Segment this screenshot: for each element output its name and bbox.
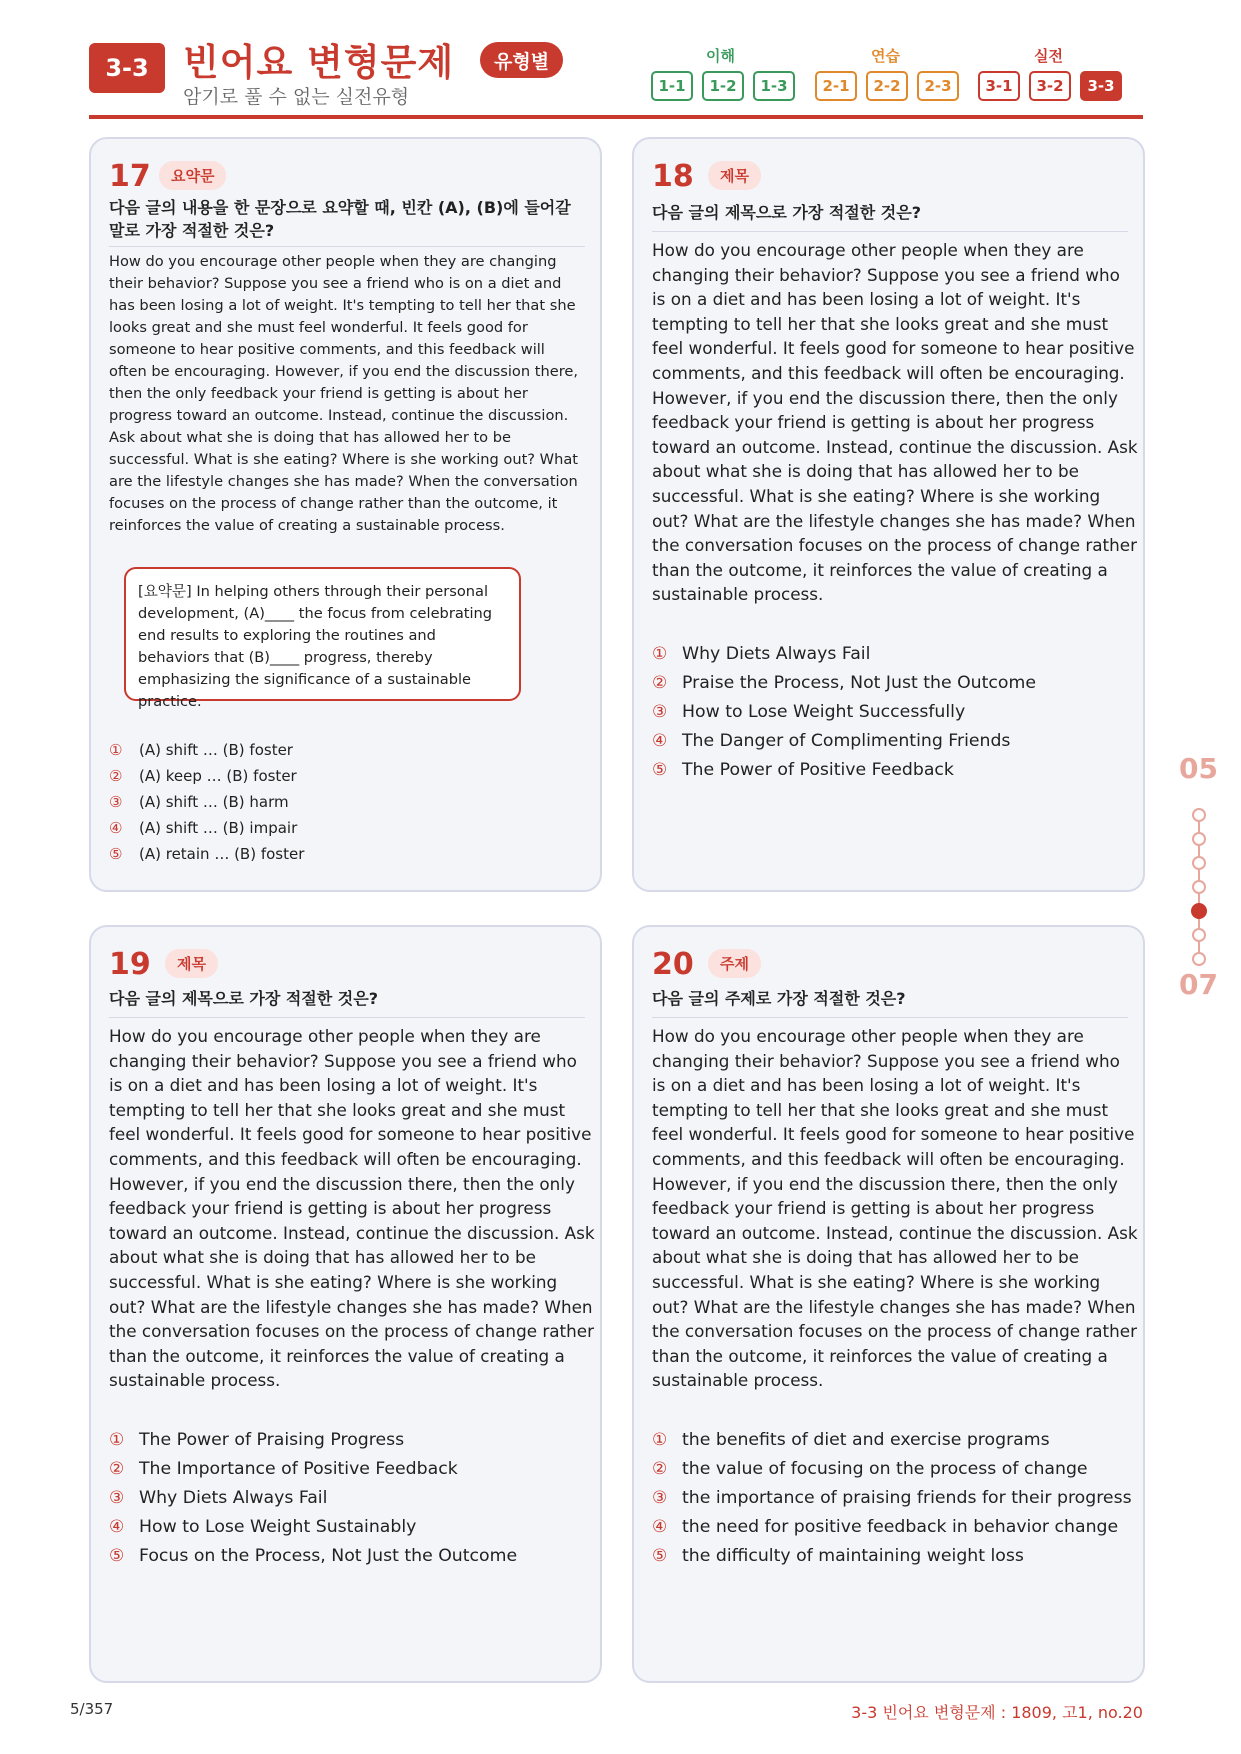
choice-option[interactable]: ② Praise the Process, Not Just the Outcome	[652, 673, 1036, 693]
choice-number-icon: ③	[109, 1488, 125, 1508]
page-counter: 5/357	[70, 1700, 114, 1718]
choice-number-icon: ⑤	[109, 1546, 125, 1566]
question-type-tag: 요약문	[159, 161, 226, 190]
side-nav-dot[interactable]	[1192, 808, 1206, 822]
section-badge: 3-3	[89, 43, 165, 93]
group-label-practice: 연습	[871, 47, 900, 65]
choice-number-icon: ④	[109, 1517, 125, 1537]
side-nav-start: 05	[1179, 752, 1218, 785]
source-citation: 3-3 빈어요 변형문제 : 1809, 고1, no.20	[851, 1703, 1143, 1722]
choice-option[interactable]: ③ How to Lose Weight Successfully	[652, 702, 966, 722]
prompt-divider	[652, 1017, 1128, 1018]
choice-list	[652, 1428, 1132, 1573]
choice-option[interactable]: ③ Why Diets Always Fail	[109, 1488, 328, 1508]
choice-number-icon: ②	[109, 767, 123, 785]
question-number: 19	[109, 947, 151, 982]
side-nav-dot[interactable]	[1192, 952, 1206, 966]
side-nav-dot-active[interactable]	[1191, 903, 1207, 919]
choice-list	[652, 642, 1132, 787]
choice-option[interactable]: ② the value of focusing on the process of change	[652, 1459, 1088, 1479]
step-button[interactable]: 1-1	[651, 71, 693, 101]
question-prompt: 다음 글의 주제로 가장 적절한 것은?	[652, 989, 906, 1008]
choice-option[interactable]: ⑤ Focus on the Process, Not Just the Outcome	[109, 1546, 518, 1566]
passage-text: How do you encourage other people when they are changing their behavior? Suppose you see a friend who is on a diet and has been losing a lot of weight. It's tempting to tell her that she looks great and she must feel wonderful. It feels good for someone to hear positive comments, and this feedback will often be encouraging. However, if you end the discussion there, then the only feedback your friend is getting is about her progress toward an outcome. Instead, continue the discussion. Ask about what she is doing that has allowed her to be successful. What is she eating? Where is she working out? What are the lifestyle changes she has made? When the conversation focuses on the process of change rather than the outcome, it reinforces the value of creating a sustainable process.	[109, 1026, 595, 1391]
choice-number-icon: ⑤	[109, 845, 123, 863]
page-title: 빈어요 변형문제	[183, 41, 455, 84]
step-button[interactable]: 2-1	[815, 71, 857, 101]
choice-option[interactable]: ② (A) keep … (B) foster	[109, 763, 579, 789]
choice-option[interactable]: ① Why Diets Always Fail	[652, 644, 871, 664]
group-label-real: 실전	[1034, 47, 1063, 65]
side-nav-dot[interactable]	[1192, 832, 1206, 846]
step-button[interactable]: 3-2	[1029, 71, 1071, 101]
group-label-understand: 이해	[706, 47, 735, 65]
step-button-active[interactable]: 3-3	[1080, 71, 1122, 101]
step-button[interactable]: 1-2	[702, 71, 744, 101]
choice-number-icon: ⑤	[652, 1546, 668, 1566]
choice-option[interactable]: ① the benefits of diet and exercise programs	[652, 1430, 1050, 1450]
choice-option[interactable]: ① (A) shift … (B) foster	[109, 737, 579, 763]
type-pill: 유형별	[480, 42, 563, 78]
choice-option[interactable]: ① The Power of Praising Progress	[109, 1430, 405, 1450]
choice-option[interactable]: ⑤ The Power of Positive Feedback	[652, 760, 954, 780]
step-button[interactable]: 2-3	[917, 71, 959, 101]
side-nav-dot[interactable]	[1192, 880, 1206, 894]
question-number: 20	[652, 947, 694, 982]
choice-number-icon: ②	[652, 673, 668, 693]
choice-option[interactable]: ② The Importance of Positive Feedback	[109, 1459, 458, 1479]
passage-text: How do you encourage other people when they are changing their behavior? Suppose you see a friend who is on a diet and has been losing a lot of weight. It's tempting to tell her that she looks great and she must feel wonderful. It feels good for someone to hear positive comments, and this feedback will often be encouraging. However, if you end the discussion there, then the only feedback your friend is getting is about her progress toward an outcome. Instead, continue the discussion. Ask about what she is doing that has allowed her to be successful. What is she eating? Where is she working out? What are the lifestyle changes she has made? When the conversation focuses on the process of change rather than the outcome, it reinforces the value of creating a sustainable process.	[652, 240, 1138, 605]
header-divider	[89, 115, 1143, 119]
question-prompt: 다음 글의 내용을 한 문장으로 요약할 때, 빈칸 (A), (B)에 들어갈 말로 가장 적절한 것은?	[109, 198, 571, 240]
choice-number-icon: ③	[652, 1488, 668, 1508]
choice-number-icon: ④	[652, 731, 668, 751]
side-nav-dot[interactable]	[1192, 928, 1206, 942]
question-type-tag: 제목	[708, 161, 761, 190]
passage-text: How do you encourage other people when they are changing their behavior? Suppose you see a friend who is on a diet and has been losing a lot of weight. It's tempting to tell her that she looks great and she must feel wonderful. It feels good for someone to hear positive comments, and this feedback will often be encouraging. However, if you end the discussion there, then the only feedback your friend is getting is about her progress toward an outcome. Instead, continue the discussion. Ask about what she is doing that has allowed her to be successful. What is she eating? Where is she working out? What are the lifestyle changes she has made? When the conversation focuses on the process of change rather than the outcome, it reinforces the value of creating a sustainable process.	[652, 1026, 1138, 1391]
step-button[interactable]: 1-3	[753, 71, 795, 101]
page-subtitle: 암기로 풀 수 없는 실전유형	[183, 86, 410, 108]
step-button[interactable]: 3-1	[978, 71, 1020, 101]
choice-number-icon: ②	[109, 1459, 125, 1479]
choice-option[interactable]: ③ the importance of praising friends for their progress	[652, 1488, 1132, 1508]
choice-option[interactable]: ④ The Danger of Complimenting Friends	[652, 731, 1011, 751]
side-nav-end: 07	[1179, 968, 1218, 1001]
choice-number-icon: ①	[109, 1430, 125, 1450]
prompt-divider	[109, 1017, 585, 1018]
passage-text: How do you encourage other people when they are changing their behavior? Suppose you see a friend who is on a diet and has been losing a lot of weight. It's tempting to tell her that she looks great and she must feel wonderful. It feels good for someone to hear positive comments, and this feedback will often be encouraging. However, if you end the discussion there, then the only feedback your friend is getting is about her progress toward an outcome. Instead, continue the discussion. Ask about what she is doing that has allowed her to be successful. What is she eating? Where is she working out? What are the lifestyle changes she has made? When the conversation focuses on the process of change rather than the outcome, it reinforces the value of creating a sustainable process.	[109, 253, 579, 534]
choice-list	[109, 1428, 589, 1573]
question-card-19	[89, 925, 602, 1683]
choice-option[interactable]: ④ the need for positive feedback in behavior change	[652, 1517, 1119, 1537]
prompt-divider	[652, 231, 1128, 232]
question-prompt: 다음 글의 제목으로 가장 적절한 것은?	[109, 989, 378, 1008]
choice-option[interactable]: ⑤ the difficulty of maintaining weight loss	[652, 1546, 1024, 1566]
question-card-17	[89, 137, 602, 892]
prompt-divider	[109, 246, 585, 247]
summary-box: [요약문] In helping others through their personal development, (A)____ the focus from celebrating end results to exploring the routines and behaviors that (B)____ progress, thereby emphasizing the significance of a sustainable practice.	[124, 567, 521, 701]
choice-number-icon: ④	[109, 819, 123, 837]
choice-number-icon: ①	[109, 741, 123, 759]
question-type-tag: 주제	[708, 949, 761, 978]
step-button[interactable]: 2-2	[866, 71, 908, 101]
choice-number-icon: ①	[652, 1430, 668, 1450]
question-card-20	[632, 925, 1145, 1683]
choice-option[interactable]: ④ How to Lose Weight Sustainably	[109, 1517, 417, 1537]
choice-number-icon: ③	[109, 793, 123, 811]
side-nav-dot[interactable]	[1192, 856, 1206, 870]
question-prompt: 다음 글의 제목으로 가장 적절한 것은?	[652, 203, 921, 222]
choice-number-icon: ②	[652, 1459, 668, 1479]
choice-option[interactable]: ④ (A) shift … (B) impair	[109, 815, 579, 841]
choice-number-icon: ⑤	[652, 760, 668, 780]
choice-number-icon: ④	[652, 1517, 668, 1537]
question-card-18	[632, 137, 1145, 892]
choice-number-icon: ①	[652, 644, 668, 664]
choice-list	[109, 737, 579, 867]
question-number: 18	[652, 159, 694, 194]
choice-number-icon: ③	[652, 702, 668, 722]
question-number: 17	[109, 159, 151, 194]
choice-option[interactable]: ③ (A) shift … (B) harm	[109, 789, 579, 815]
question-type-tag: 제목	[165, 949, 218, 978]
choice-option[interactable]: ⑤ (A) retain … (B) foster	[109, 841, 579, 867]
